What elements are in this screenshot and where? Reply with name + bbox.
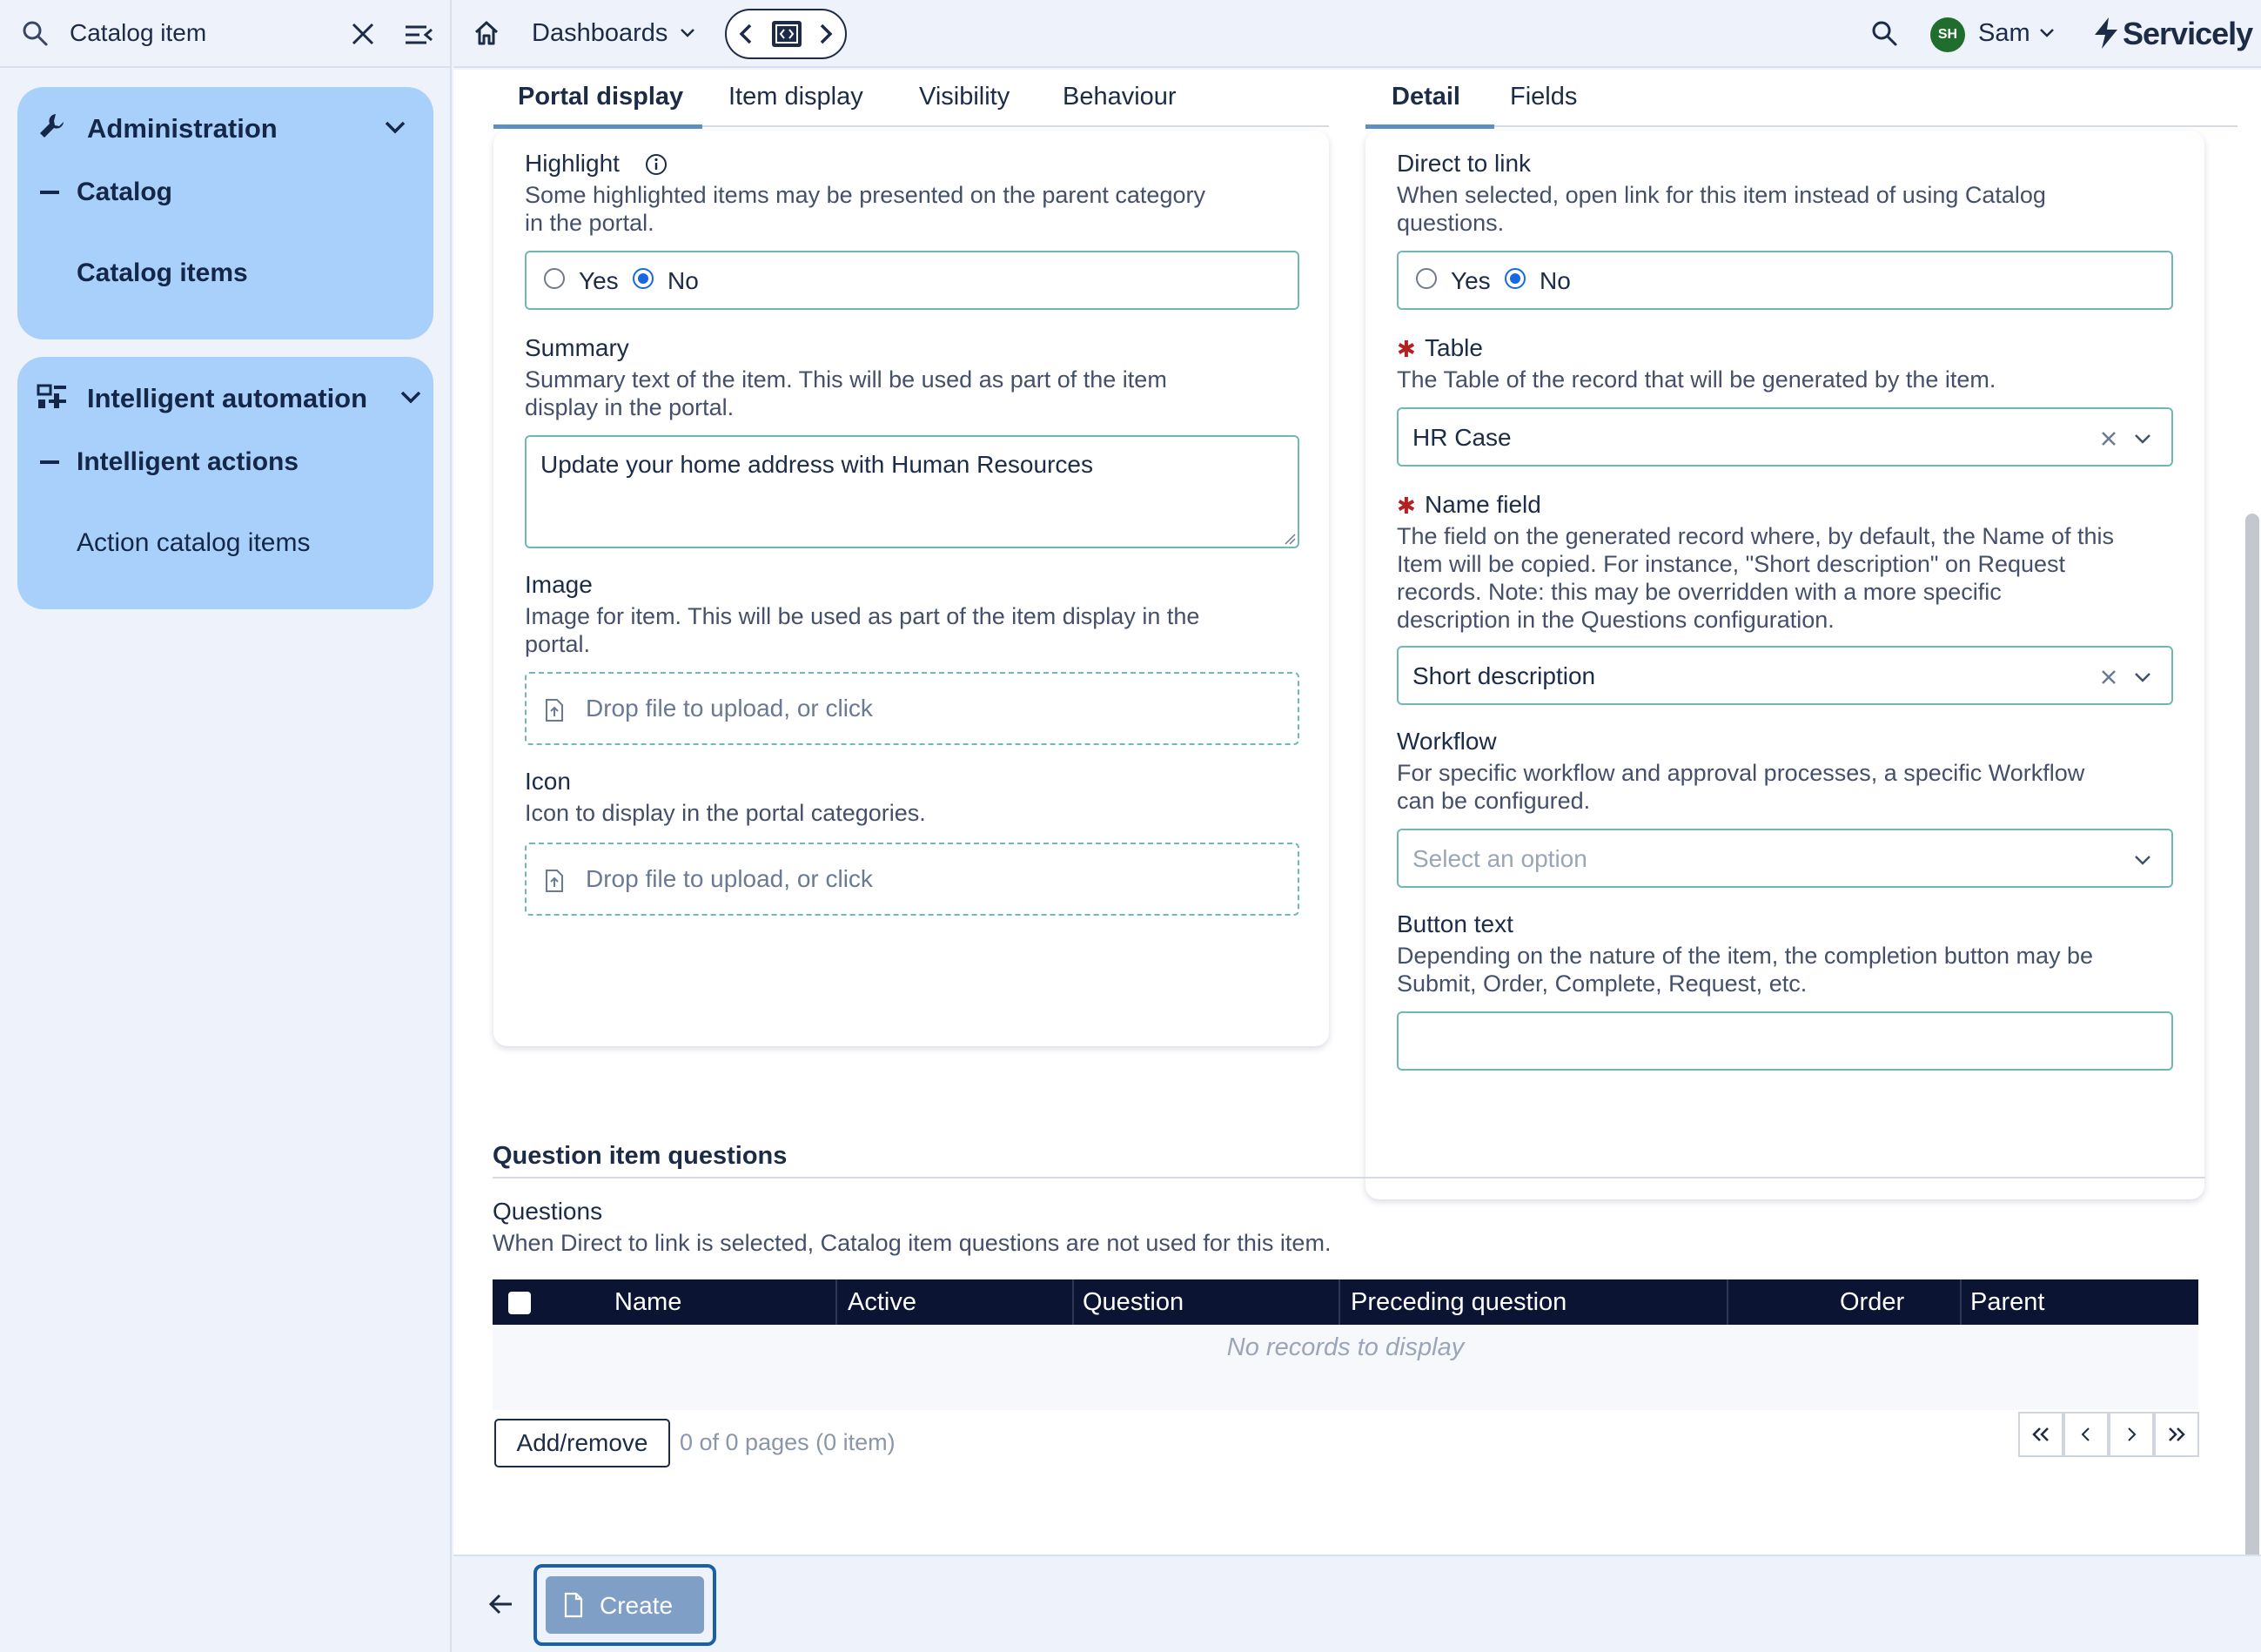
next-page-icon[interactable] — [2109, 1412, 2154, 1457]
info-icon[interactable] — [645, 153, 668, 176]
workflow-select[interactable] — [1397, 829, 2173, 888]
active-tab-indicator — [493, 124, 702, 129]
chevron-down-icon[interactable] — [2133, 433, 2152, 445]
highlight-yes-label: Yes — [579, 267, 619, 294]
icon-upload-dropzone[interactable] — [525, 843, 1299, 916]
column-separator — [1727, 1279, 1728, 1325]
summary-help: Summary text of the item. This will be used as part of the item — [525, 366, 1167, 393]
wrench-icon — [37, 111, 66, 141]
active-tab-indicator — [1365, 124, 1494, 129]
sidebar-item-action-catalog-items[interactable]: Action catalog items — [77, 528, 311, 557]
required-asterisk-icon: ✱ — [1397, 336, 1416, 362]
direct-to-link-help-cont: questions. — [1397, 210, 1505, 236]
highlight-no-label: No — [668, 267, 699, 294]
column-header-parent[interactable]: Parent — [1970, 1288, 2045, 1316]
chevron-down-icon[interactable] — [2039, 28, 2055, 38]
direct-yes-label: Yes — [1451, 267, 1491, 294]
direct-yes-radio[interactable] — [1416, 268, 1437, 289]
pager-status: 0 of 0 pages (0 item) — [680, 1429, 896, 1455]
column-separator — [1338, 1279, 1340, 1325]
add-remove-button[interactable]: Add/remove — [494, 1419, 670, 1467]
name-field-select[interactable] — [1397, 646, 2173, 705]
question-section-title: Question item questions — [493, 1142, 788, 1170]
search-icon[interactable] — [1870, 19, 1898, 47]
highlight-help-cont: in the portal. — [525, 210, 654, 236]
workflow-help: For specific workflow and approval processes, a specific Workflow — [1397, 760, 2085, 786]
chevron-down-icon[interactable] — [399, 388, 423, 406]
first-page-icon[interactable] — [2018, 1412, 2063, 1457]
intelligent-automation-panel — [17, 357, 433, 609]
required-asterisk-icon: ✱ — [1397, 493, 1416, 519]
pagination-controls — [2018, 1412, 2203, 1461]
image-label: Image — [525, 571, 593, 598]
sidebar-search-input[interactable]: Catalog item — [70, 19, 207, 46]
direct-no-radio[interactable] — [1505, 268, 1526, 289]
chevron-down-icon[interactable] — [2133, 671, 2152, 683]
button-text-help: Depending on the nature of the item, the completion button may be — [1397, 943, 2094, 969]
tab-detail[interactable]: Detail — [1392, 83, 1460, 111]
chevron-down-icon[interactable] — [680, 28, 695, 38]
collapse-menu-icon[interactable] — [404, 23, 433, 47]
column-separator — [1960, 1279, 1962, 1325]
forward-nav-icon[interactable] — [817, 23, 835, 45]
highlight-yes-radio[interactable] — [544, 268, 565, 289]
user-menu[interactable]: Sam — [1978, 19, 2030, 47]
column-header-question[interactable]: Question — [1083, 1288, 1184, 1316]
questions-help: When Direct to link is selected, Catalog item questions are not used for this item. — [493, 1230, 1332, 1256]
document-icon — [563, 1592, 584, 1618]
file-upload-icon — [544, 698, 565, 722]
table-help: The Table of the record that will be generated by the item. — [1397, 366, 1996, 393]
back-nav-icon[interactable] — [737, 23, 755, 45]
name-field-help-2: Item will be copied. For instance, "Short description" on Request — [1397, 551, 2066, 577]
highlight-label: Highlight — [525, 150, 620, 177]
highlight-no-radio[interactable] — [633, 268, 654, 289]
name-field-help-4: description in the Questions configuration. — [1397, 607, 1835, 633]
button-text-label: Button text — [1397, 910, 1513, 937]
direct-no-label: No — [1540, 267, 1571, 294]
button-text-help-cont: Submit, Order, Complete, Request, etc. — [1397, 970, 1808, 997]
sidebar-group-catalog[interactable]: Catalog — [77, 178, 173, 206]
image-upload-text: Drop file to upload, or click — [586, 695, 873, 722]
workflow-help-cont: can be configured. — [1397, 788, 1591, 814]
table-header — [493, 1279, 2198, 1325]
icon-upload-text: Drop file to upload, or click — [586, 865, 873, 892]
column-separator — [835, 1279, 837, 1325]
clear-icon[interactable] — [2100, 668, 2117, 686]
name-field-value: Short description — [1412, 662, 1596, 689]
table-label: Table — [1425, 334, 1483, 361]
history-nav-group — [725, 9, 847, 59]
dashboards-menu[interactable]: Dashboards — [532, 19, 668, 47]
workflow-placeholder: Select an option — [1412, 845, 1587, 872]
collapse-dash-icon — [40, 460, 59, 464]
direct-to-link-help: When selected, open link for this item instead of using Catalog — [1397, 182, 2046, 208]
detail-card — [1365, 131, 2204, 1199]
footer-bar — [453, 1555, 2261, 1652]
search-icon — [21, 19, 49, 47]
summary-value: Update your home address with Human Resources — [540, 451, 1093, 478]
icon-help: Icon to display in the portal categories. — [525, 800, 926, 826]
home-icon[interactable] — [473, 19, 500, 47]
sidebar — [0, 0, 452, 1652]
table-select[interactable] — [1397, 407, 2173, 467]
image-upload-dropzone[interactable] — [525, 672, 1299, 745]
clear-search-icon[interactable] — [350, 21, 376, 47]
section-divider — [493, 1177, 2205, 1179]
button-text-input[interactable] — [1397, 1011, 2173, 1071]
tab-behaviour[interactable]: Behaviour — [1063, 83, 1177, 111]
tab-divider — [1365, 125, 2238, 127]
image-help: Image for item. This will be used as part of the item display in the — [525, 603, 1200, 629]
history-list-icon[interactable] — [772, 21, 802, 47]
avatar-initials: SH — [1937, 27, 1958, 42]
name-field-label: Name field — [1425, 491, 1541, 518]
avatar[interactable] — [1930, 17, 1965, 52]
administration-panel — [17, 87, 433, 339]
chevron-down-icon[interactable] — [2133, 854, 2152, 866]
tab-item-display[interactable]: Item display — [728, 83, 863, 111]
table-value: HR Case — [1412, 424, 1512, 451]
column-separator — [1072, 1279, 1074, 1325]
servicely-logo-icon — [2091, 16, 2121, 50]
sidebar-group-intelligent-actions[interactable]: Intelligent actions — [77, 447, 299, 476]
column-header-active[interactable]: Active — [848, 1288, 916, 1316]
workflow-label: Workflow — [1397, 728, 1497, 755]
back-arrow-icon[interactable] — [488, 1593, 514, 1615]
create-button-focus-ring — [533, 1564, 716, 1646]
highlight-radio-group — [525, 251, 1299, 310]
column-header-name[interactable]: Name — [614, 1288, 682, 1316]
previous-page-icon[interactable] — [2063, 1412, 2109, 1457]
direct-to-link-radio-group — [1397, 251, 2173, 310]
resize-handle-icon[interactable] — [1284, 533, 1296, 545]
main-content — [453, 70, 2261, 1555]
create-button-label: Create — [600, 1592, 674, 1619]
direct-to-link-label: Direct to link — [1397, 150, 1532, 177]
tab-visibility[interactable]: Visibility — [919, 83, 1010, 111]
questions-label: Questions — [493, 1198, 603, 1225]
automation-icon — [37, 383, 68, 411]
summary-help-cont: display in the portal. — [525, 394, 735, 420]
tab-portal-display[interactable]: Portal display — [518, 83, 684, 111]
select-all-checkbox[interactable] — [508, 1292, 531, 1314]
administration-title[interactable]: Administration — [87, 113, 278, 144]
empty-table-message: No records to display — [1226, 1333, 1465, 1361]
sidebar-search-bar — [0, 0, 452, 68]
highlight-help: Some highlighted items may be presented on the parent category — [525, 182, 1205, 208]
portal-display-card — [493, 131, 1329, 1046]
image-help-cont: portal. — [525, 631, 591, 657]
column-header-order[interactable]: Order — [1840, 1288, 1905, 1316]
create-button[interactable] — [546, 1576, 704, 1634]
column-header-preceding-question[interactable]: Preceding question — [1351, 1288, 1567, 1316]
vertical-scrollbar-thumb[interactable] — [2245, 514, 2259, 1624]
chevron-down-icon[interactable] — [383, 118, 407, 136]
top-bar — [453, 0, 2261, 68]
clear-icon[interactable] — [2100, 430, 2117, 447]
name-field-help-3: records. Note: this may be overridden with a more specific — [1397, 579, 2002, 605]
tab-fields[interactable]: Fields — [1510, 83, 1578, 111]
brand-logo[interactable]: Servicely — [2123, 16, 2253, 51]
last-page-icon[interactable] — [2154, 1412, 2199, 1457]
sidebar-item-catalog-items[interactable]: Catalog items — [77, 259, 248, 287]
questions-table — [493, 1279, 2198, 1410]
intelligent-automation-title[interactable]: Intelligent automation — [87, 383, 368, 413]
collapse-dash-icon — [40, 191, 59, 194]
summary-label: Summary — [525, 334, 629, 361]
name-field-help-1: The field on the generated record where, by default, the Name of this — [1397, 523, 2114, 549]
summary-textarea[interactable] — [525, 435, 1299, 548]
file-upload-icon — [544, 869, 565, 893]
icon-label: Icon — [525, 768, 571, 795]
